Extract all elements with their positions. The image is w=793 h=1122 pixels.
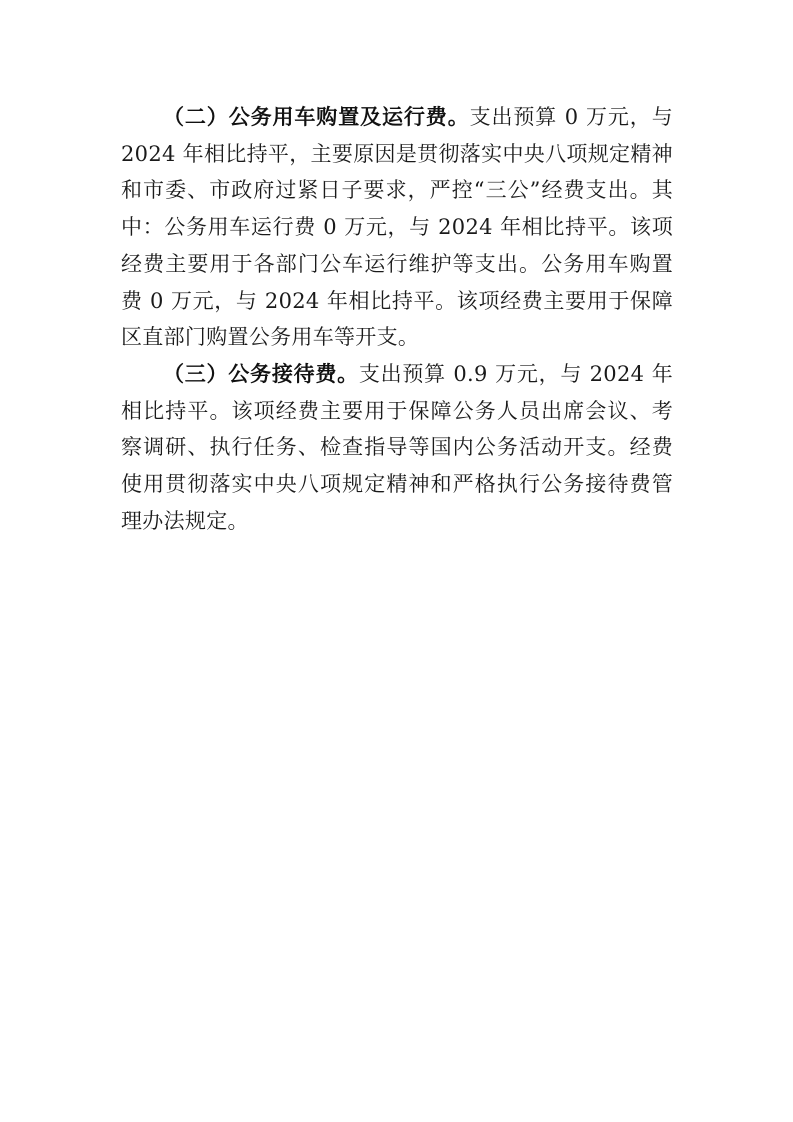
section-text-vehicle: 支出预算 0 万元，与 2024 年相比持平，主要原因是贯彻落实中央八项规定精神和市委、市政府过紧日子要求，严控“三公”经费支出。其中：公务用车运行费 0 万元，与 2024 年相比持平。该项经费主要用于各部门公车运行维护等支出。公务用车购置费 0 万元，与 2024 年相比持平。该项经费主要用于保障区直部门购置公务用车等开支。 bbox=[121, 105, 673, 350]
section-reception-expenses bbox=[121, 356, 673, 540]
section-heading-vehicle: （二）公务用车购置及运行费。 bbox=[163, 105, 470, 129]
section-text-reception: 支出预算 0.9 万元，与 2024 年相比持平。该项经费主要用于保障公务人员出席会议、考察调研、执行任务、检查指导等国内公务活动开支。经费使用贯彻落实中央八项规定精神和严格执行公务接待费管理办法规定。 bbox=[121, 361, 674, 533]
document-body bbox=[121, 99, 673, 539]
section-heading-reception: （三）公务接待费。 bbox=[163, 361, 359, 386]
section-vehicle-expenses bbox=[121, 99, 673, 356]
